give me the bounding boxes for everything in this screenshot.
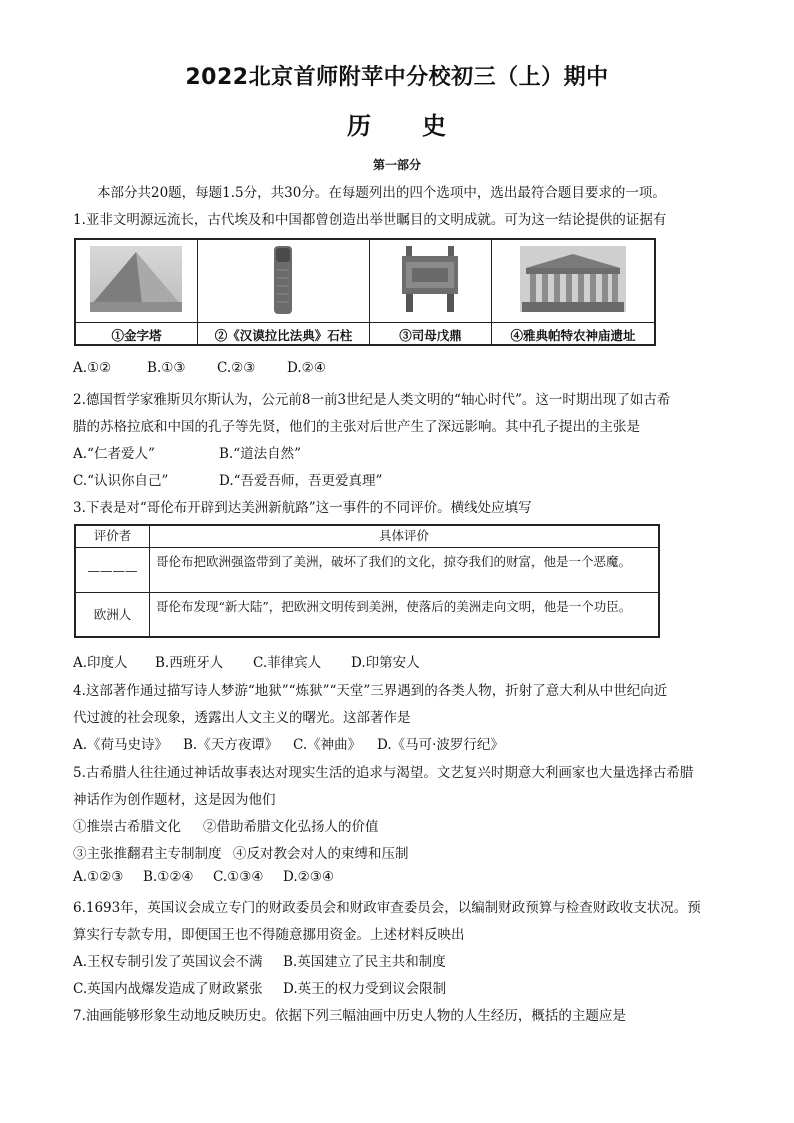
option: B.“道法自然” xyxy=(219,446,302,462)
statement-item: ④反对教会对人的束缚和压制 xyxy=(233,846,409,862)
option: C.②③ xyxy=(217,360,256,376)
q1-image-cell xyxy=(76,240,198,344)
evaluator-europeans: 欧洲人 xyxy=(76,593,150,636)
q1-options xyxy=(73,360,326,376)
q1-caption-3: ③司母戊鼎 xyxy=(370,322,491,349)
option: B.英国建立了民主共和制度 xyxy=(283,954,446,970)
q1-image-table xyxy=(74,238,656,346)
q4-stem-line2: 代过渡的社会现象，透露出人文主义的曙光。这部著作是 xyxy=(73,710,411,726)
part-heading: 第一部分 xyxy=(372,158,421,172)
stele-image xyxy=(198,240,369,322)
q3-evaluation-table xyxy=(74,524,660,638)
q2-options-row1 xyxy=(73,442,301,462)
option: B.①③ xyxy=(147,360,186,376)
subject-title: 历 史 xyxy=(347,112,447,140)
evaluation-text: 哥伦布发现“新大陆”，把欧洲文明传到美洲，使落后的美洲走向文明，他是一个功臣。 xyxy=(156,599,632,614)
q6-stem-line1: 6.1693年，英国议会成立专门的财政委员会和财政审查委员会，以编制财政预算与检查财政收支状况。预 xyxy=(73,900,701,916)
option: A.王权专制引发了英国议会不满 xyxy=(73,954,263,970)
pyramid-image xyxy=(76,240,197,322)
evaluation-text: 哥伦布把欧洲强盗带到了美洲，破坏了我们的文化，掠夺我们的财富，他是一个恶魔。 xyxy=(156,554,632,569)
option: C.《神曲》 xyxy=(293,737,362,753)
q4-options xyxy=(73,733,504,753)
q1-caption-1: ①金字塔 xyxy=(76,322,197,349)
option: A.印度人 xyxy=(73,655,128,671)
option: C.“认识你自己” xyxy=(73,473,169,489)
option: B.①②④ xyxy=(143,869,194,885)
q2-stem-line2: 腊的苏格拉底和中国的孔子等先贤，他们的主张对后世产生了深远影响。其中孔子提出的主张是 xyxy=(73,419,640,435)
statement-item: ①推崇古希腊文化 xyxy=(73,819,181,835)
option: A.“仁者爱人” xyxy=(73,446,155,462)
q2-stem-line1: 2.德国哲学家雅斯贝尔斯认为，公元前8一前3世纪是人类文明的“轴心时代”。这一时期出现了如古希 xyxy=(73,392,671,408)
table-header-row xyxy=(76,526,658,548)
q5-items-row1 xyxy=(73,815,379,835)
q5-options xyxy=(73,869,334,885)
q1-caption-2: ②《汉谟拉比法典》石柱 xyxy=(198,322,369,349)
option: A.①② xyxy=(73,360,112,376)
q1-caption-4: ④雅典帕特农神庙遗址 xyxy=(492,322,654,349)
option: D.②③④ xyxy=(283,869,334,885)
option: A.《荷马史诗》 xyxy=(73,737,169,753)
q4-stem-line1: 4.这部著作通过描写诗人梦游“地狱”“炼狱”“天堂”三界遇到的各类人物，折射了意大利从中世纪向近 xyxy=(73,683,668,699)
statement-item: ③主张推翻君主专制制度 xyxy=(73,846,222,862)
q1-image-cell xyxy=(370,240,492,344)
option: D.《马可·波罗行纪》 xyxy=(377,737,504,753)
q6-stem-line2: 算实行专款专用，即便国王也不得随意挪用资金。上述材料反映出 xyxy=(73,927,465,943)
q3-stem: 3.下表是对“哥伦布开辟到达美洲新航路”这一事件的不同评价。横线处应填写 xyxy=(73,500,532,516)
exam-title: 2022北京首师附苹中分校初三（上）期中 xyxy=(185,65,609,90)
q5-stem-line2: 神话作为创作题材，这是因为他们 xyxy=(73,792,276,808)
option: B.西班牙人 xyxy=(155,655,224,671)
q2-options-row2 xyxy=(73,469,382,489)
table-row xyxy=(76,548,658,593)
option: D.②④ xyxy=(287,360,326,376)
q3-options xyxy=(73,651,420,671)
table-row xyxy=(76,593,658,636)
q5-stem-line1: 5.古希腊人往往通过神话故事表达对现实生活的追求与渴望。文艺复兴时期意大利画家也大量选择古希腊 xyxy=(73,765,694,781)
option: D.英王的权力受到议会限制 xyxy=(283,981,447,997)
q5-items-row2 xyxy=(73,842,409,862)
evaluation-cell xyxy=(150,548,658,592)
option: C.①③④ xyxy=(213,869,264,885)
q6-options-row1 xyxy=(73,950,446,970)
q1-stem: 1.亚非文明源远流长，古代埃及和中国都曾创造出举世瞩目的文明成就。可为这一结论提供的证据有 xyxy=(73,212,667,228)
option: B.《天方夜谭》 xyxy=(183,737,279,753)
ding-image xyxy=(370,240,491,322)
option: C.菲律宾人 xyxy=(253,655,322,671)
q1-image-cell xyxy=(198,240,370,344)
option: D.印第安人 xyxy=(351,655,420,671)
option: D.“吾爱吾师，吾更爱真理” xyxy=(219,473,383,489)
option: C.英国内战爆发造成了财政紧张 xyxy=(73,981,263,997)
header-evaluation: 具体评价 xyxy=(378,528,429,543)
header-evaluator: 评价者 xyxy=(76,526,150,547)
statement-item: ②借助希腊文化弘扬人的价值 xyxy=(203,819,379,835)
parthenon-image xyxy=(492,240,654,322)
evaluator-blank: ———— xyxy=(76,548,150,592)
option: A.①②③ xyxy=(73,869,124,885)
instructions: 本部分共20题，每题1.5分，共30分。在每题列出的四个选项中，选出最符合题目要求的一项。 xyxy=(97,185,666,201)
q7-stem: 7.油画能够形象生动地反映历史。依据下列三幅油画中历史人物的人生经历，概括的主题应是 xyxy=(73,1008,626,1024)
evaluation-cell xyxy=(150,593,658,636)
q1-image-cell xyxy=(492,240,654,344)
q6-options-row2 xyxy=(73,977,446,997)
